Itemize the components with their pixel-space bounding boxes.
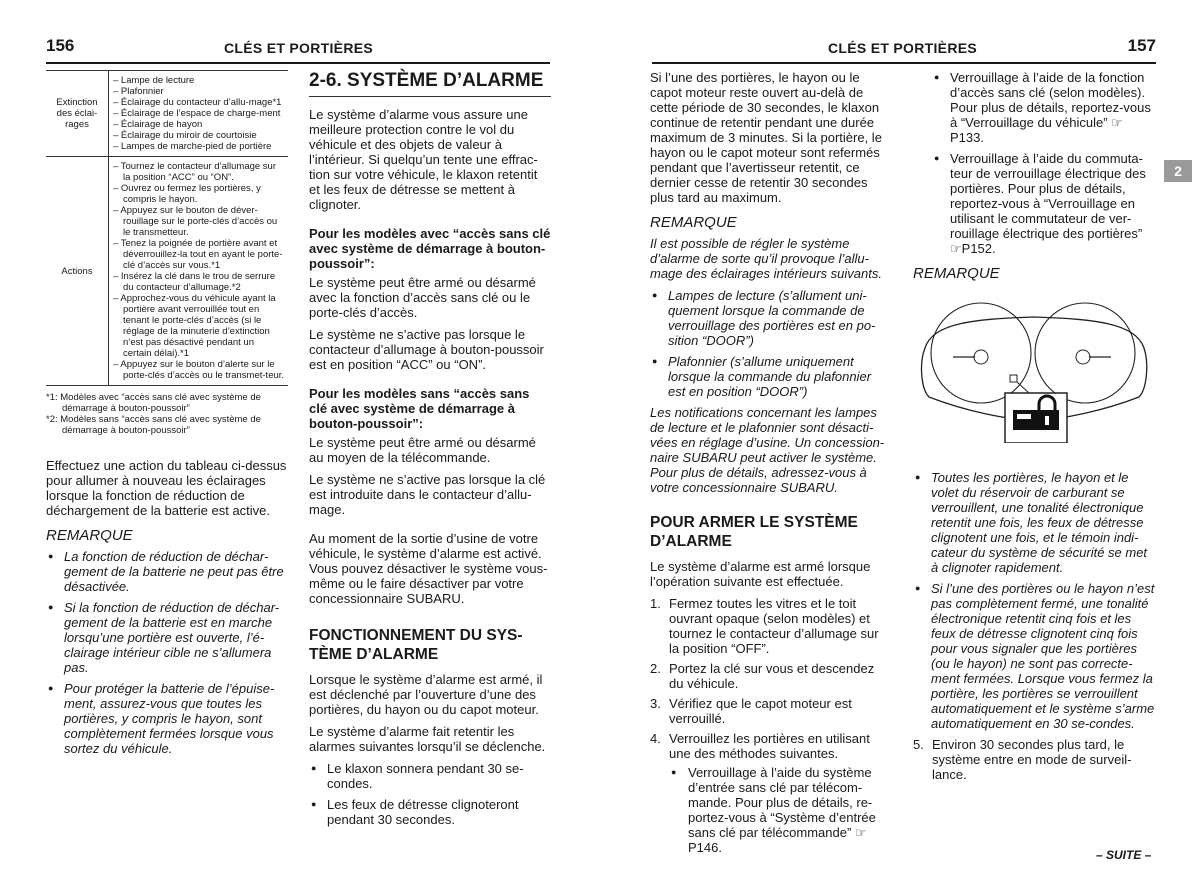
remarque-heading: REMARQUE [913, 265, 1000, 282]
subheading: Pour les modèles avec “accès sans clé avec système de démarrage à bouton-poussoir”: [309, 226, 551, 271]
list-item: ● Les feux de détresse clignoteront pendant 30 secondes. [309, 797, 551, 827]
list-item: ● Lampes de lecture (s’allument uni-quement lorsque la commande de verrouillage des portières est en po-sition “DOOR”) [650, 288, 892, 348]
list-item: – Insérez la clé dans le trou de serrure du contacteur d’allumage.*2 [113, 271, 276, 293]
left-page-title: CLÉS ET PORTIÈRES [224, 40, 374, 56]
list-item: 3. Vérifiez que le capot moteur est verrouillé. [650, 696, 852, 726]
remarque-heading: REMARQUE [46, 527, 133, 544]
list-item: 4. Verrouillez les portières en utilisant une des méthodes suivantes. ● Verrouillage à l’aide du système d’entrée sans clé par télécom-mande. Pour plus de détails, re-portez-vous à “Système d’entrée sans clé par télécommande” ☞P146. [650, 731, 892, 855]
table-row-label: Actions [46, 157, 109, 386]
paragraph: Le système d’alarme vous assure une meilleure protection contre le vol du véhicule et des objets de valeur à l’intérieur. Si quelqu’un tente une effrac-tion sur votre véhicule, le klaxon retentit et les feux de détresse se mettent à clignoter. [309, 107, 538, 212]
list-item: ● La fonction de réduction de déchar-gement de la batterie ne peut pas être désactivée. [46, 549, 288, 594]
subheading: Pour les modèles sans “accès sans clé avec système de démarrage à bouton-poussoir”: [309, 386, 530, 431]
left-page-column-2 [309, 70, 551, 833]
paragraph: Si l’une des portières, le hayon ou le capot moteur reste ouvert au-delà de cette période de 30 secondes, le klaxon continue de retentir pendant une durée maximum de 3 minutes. Si la portière, le hayon ou le capot moteur sont refermés pendant que l’avertisseur retentit, ce dernier cesse de retentir 30 secondes plus tard au maximum. [650, 70, 882, 205]
list-item: ● Si la fonction de réduction de déchar-gement de la batterie est en marche lorsqu’une portière est ouverte, l’é-clairage intérieur cible ne s’allumera pas. [46, 600, 288, 675]
list-item: – Tournez le contacteur d’allumage sur la position “ACC” ou “ON”. [113, 161, 277, 183]
table-row [46, 157, 288, 386]
list-item: – Appuyez sur le bouton d’alerte sur le porte-clés d’accès ou le transmet-teur. [113, 359, 285, 381]
paragraph: Le système peut être armé ou désarmé au moyen de la télécommande. [309, 435, 536, 465]
list-item: – Éclairage du contacteur d’allu-mage*1 [113, 97, 282, 108]
right-page-header [652, 36, 1156, 64]
list-item: ● Verrouillage à l’aide du système d’entrée sans clé par télécom-mande. Pour plus de détails, re-portez-vous à “Système d’entrée sans clé par télécommande” ☞P146. [669, 765, 892, 855]
list-item: – Appuyez sur le bouton de déver-rouillage sur le porte-clés d’accès ou le transmetteur. [113, 205, 278, 238]
list-item: 2. Portez la clé sur vous et descendez du véhicule. [650, 661, 875, 691]
right-page-column-2 [913, 70, 1156, 787]
paragraph: Le système ne s’active pas lorsque le contacteur d’allumage à bouton-poussoir est en position “ACC” ou “ON”. [309, 327, 544, 372]
left-page-header [46, 36, 550, 64]
list-item: – Tenez la poignée de portière avant et déverrouillez-la tout en ayant le porte-clé d’accès sur vous.*1 [113, 238, 283, 271]
paragraph: Il est possible de régler le système d’alarme de sorte qu’il provoque l’allu-mage des éclairages intérieurs suivants. [650, 236, 882, 281]
instrument-cluster-figure [913, 293, 1156, 443]
steps-list [650, 596, 892, 855]
heading: POUR ARMER LE SYSTÈME D’ALARME [650, 514, 858, 550]
table-row-items [109, 71, 289, 157]
paragraph: Les notifications concernant les lampes de lecture et le plafonnier sont désacti-vées en réglage d’usine. Un concession-naire SUBARU peut activer le système. Pour plus de détails, adressez-vous à votre concessionnaire SUBARU. [650, 405, 885, 495]
list-item: ● Pour protéger la batterie de l’épuise-ment, assurez-vous que toutes les portières, y compris le hayon, sont complètement fermées lorsque vous sortez du véhicule. [46, 681, 288, 756]
footnote: *2: Modèles sans “accès sans clé avec système de démarrage à bouton-poussoir” [46, 414, 261, 436]
list-item: 5. Environ 30 secondes plus tard, le système entre en mode de surveil-lance. [913, 737, 1132, 782]
list-item: – Éclairage du miroir de courtoisie [113, 130, 257, 141]
remarque-list [650, 288, 892, 399]
paragraph: Lorsque le système d’alarme est armé, il est déclenché par l’ouverture d’une des portières, du hayon ou du capot moteur. [309, 672, 543, 717]
right-page-title: CLÉS ET PORTIÈRES [828, 40, 978, 56]
left-page-number: 156 [46, 36, 75, 55]
heading: FONCTIONNEMENT DU SYS-TÈME D’ALARME [309, 627, 523, 663]
paragraph: Au moment de la sortie d’usine de votre véhicule, le système d’alarme est activé. Vous pouvez désactiver le système vous-même ou le faire désactiver par votre concessionnaire SUBARU. [309, 531, 548, 606]
section-tab: 2 [1164, 160, 1192, 182]
continued-marker: – SUITE – [1096, 848, 1152, 862]
list-item: ● Plafonnier (s’allume uniquement lorsque la commande du plafonnier est en position “DOOR”) [650, 354, 892, 399]
left-page-column-1 [46, 70, 288, 762]
table-row-items [109, 157, 289, 386]
alarm-list [309, 761, 551, 827]
list-item: ● Verrouillage à l’aide du commuta-teur de verrouillage électrique des portières. Pour plus de détails, reportez-vous à “Verrouillage en utilisant le commutateur de ver-rouillage électrique des portières” ☞P152. [932, 151, 1156, 256]
footnote: *1: Modèles avec “accès sans clé avec système de démarrage à bouton-poussoir” [46, 392, 261, 414]
paragraph: Le système d’alarme est armé lorsque l’opération suivante est effectuée. [650, 559, 871, 589]
sub-list [669, 765, 892, 855]
lock-methods-list [932, 70, 1156, 256]
paragraph: Le système d’alarme fait retentir les alarmes suivantes lorsqu’il se déclenche. [309, 724, 546, 754]
lighting-table [46, 70, 288, 386]
list-item: ● Le klaxon sonnera pendant 30 se-condes. [309, 761, 551, 791]
list-item: – Éclairage de hayon [113, 119, 203, 130]
paragraph: Effectuez une action du tableau ci-dessus pour allumer à nouveau les éclairages lorsque la fonction de réduction de déchargement de la batterie est active. [46, 458, 287, 518]
remarque-list [913, 470, 1156, 731]
list-item: ● Verrouillage à l’aide de la fonction d’accès sans clé (selon modèles). Pour plus de détails, reportez-vous à “Verrouillage du véhicule” ☞P133. [932, 70, 1156, 145]
section-title: 2-6. SYSTÈME D’ALARME [309, 70, 551, 97]
list-item: 1. Fermez toutes les vitres et le toit ouvrant opaque (selon modèles) et tournez le contacteur d’allumage sur la position “OFF”. [650, 596, 879, 656]
right-page-number: 157 [1127, 36, 1156, 55]
list-item: – Plafonnier [113, 86, 164, 97]
remarque-list [46, 549, 288, 756]
list-item: – Lampe de lecture [113, 75, 195, 86]
list-item: ● Toutes les portières, le hayon et le volet du réservoir de carburant se verrouillent, une tonalité électronique retentit une fois, les feux de détresse clignotent une fois, et le témoin indi-cateur du système de sécurité se met à clignoter rapidement. [913, 470, 1156, 575]
remarque-heading: REMARQUE [650, 214, 737, 231]
list-item: – Lampes de marche-pied de portière [113, 141, 272, 152]
list-item: ● Si l’une des portières ou le hayon n’est pas complètement fermé, une tonalité électronique retentit cinq fois et les feux de détresse clignotent cinq fois pour vous signaler que les portières (ou le hayon) ne sont pas correcte-ment fermées. Lorsque vous fermez la portière, les portières se verrouillent automatiquement et le système s’arme automatiquement en 30 se-condes. [913, 581, 1156, 731]
table-row-label: Extinction des éclai-rages [46, 71, 109, 157]
list-item: – Éclairage de l’espace de charge-ment [113, 108, 281, 119]
steps-list [913, 737, 1156, 782]
list-item: – Approchez-vous du véhicule ayant la portière avant verrouillée tout en tenant le porte-clés d’accès (si le réglage de la minuterie d’extinction n’est pas désactivé pendant un certain délai).*1 [113, 293, 276, 359]
right-page-column-1 [650, 70, 892, 861]
paragraph: Le système ne s’active pas lorsque la clé est introduite dans le contacteur d’allu-mage. [309, 472, 546, 517]
table-row [46, 71, 288, 157]
table-footnotes [46, 392, 288, 436]
list-item: – Ouvrez ou fermez les portières, y compris le hayon. [113, 183, 261, 205]
paragraph: Le système peut être armé ou désarmé avec la fonction d’accès sans clé ou le porte-clés d’accès. [309, 275, 536, 320]
